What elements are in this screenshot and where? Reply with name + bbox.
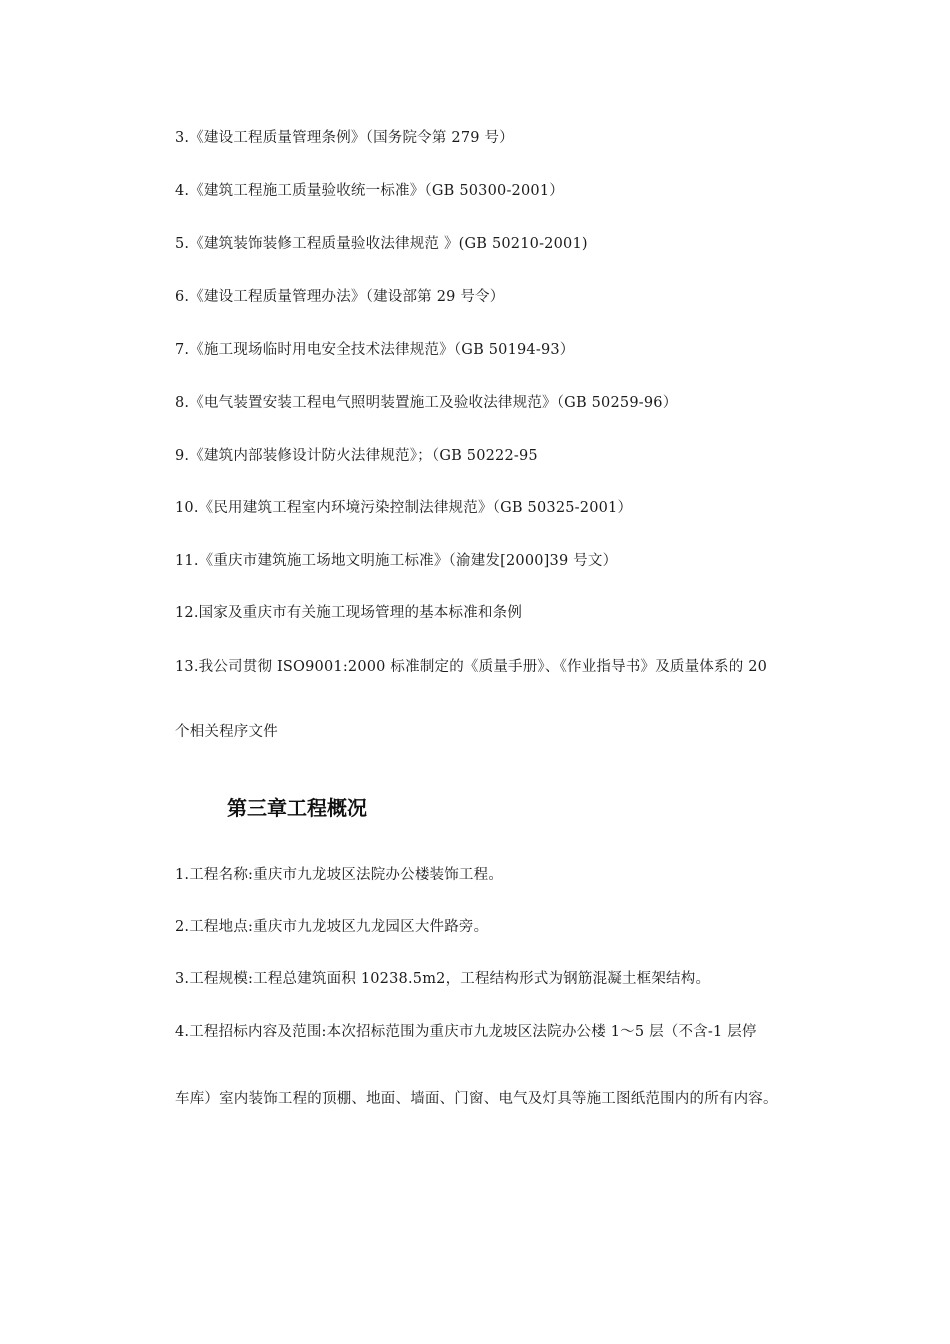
overview-item-scope-continued: 车库）室内装饰工程的顶棚、地面、墙面、门窗、电气及灯具等施工图纸范围内的所有内容。 <box>175 1091 778 1107</box>
overview-item-scale: 3.工程规模:工程总建筑面积 10238.5m2，工程结构形式为钢筋混凝土框架结构。 <box>175 971 711 987</box>
reference-item-13-continued: 个相关程序文件 <box>175 724 278 740</box>
reference-item-11: 11.《重庆市建筑施工场地文明施工标准》（渝建发[2000]39 号文） <box>175 553 618 569</box>
chapter-title: 第三章工程概况 <box>227 796 367 820</box>
overview-item-name: 1.工程名称:重庆市九龙坡区法院办公楼装饰工程。 <box>175 867 504 883</box>
reference-item-12: 12.国家及重庆市有关施工现场管理的基本标准和条例 <box>175 605 523 621</box>
reference-item-10: 10.《民用建筑工程室内环境污染控制法律规范》（GB 50325-2001） <box>175 500 633 516</box>
reference-item-7: 7.《施工现场临时用电安全技术法律规范》（GB 50194-93） <box>175 342 575 358</box>
reference-item-3: 3.《建设工程质量管理条例》（国务院令第 279 号） <box>175 130 514 146</box>
overview-item-scope: 4.工程招标内容及范围:本次招标范围为重庆市九龙坡区法院办公楼 1～5 层（不含-1 层停 <box>175 1024 757 1040</box>
overview-item-location: 2.工程地点:重庆市九龙坡区九龙园区大件路旁。 <box>175 919 489 935</box>
reference-item-6: 6.《建设工程质量管理办法》（建设部第 29 号令） <box>175 289 505 305</box>
reference-item-4: 4.《建筑工程施工质量验收统一标准》（GB 50300-2001） <box>175 183 564 199</box>
reference-item-8: 8.《电气装置安装工程电气照明装置施工及验收法律规范》（GB 50259-96） <box>175 395 678 411</box>
reference-item-5: 5.《建筑装饰装修工程质量验收法律规范 》(GB 50210-2001) <box>175 236 588 252</box>
reference-item-13: 13.我公司贯彻 ISO9001:2000 标准制定的《质量手册》、《作业指导书》及质量体系的 20 <box>175 659 768 675</box>
reference-item-9: 9.《建筑内部装修设计防火法律规范》；（GB 50222-95 <box>175 448 538 464</box>
